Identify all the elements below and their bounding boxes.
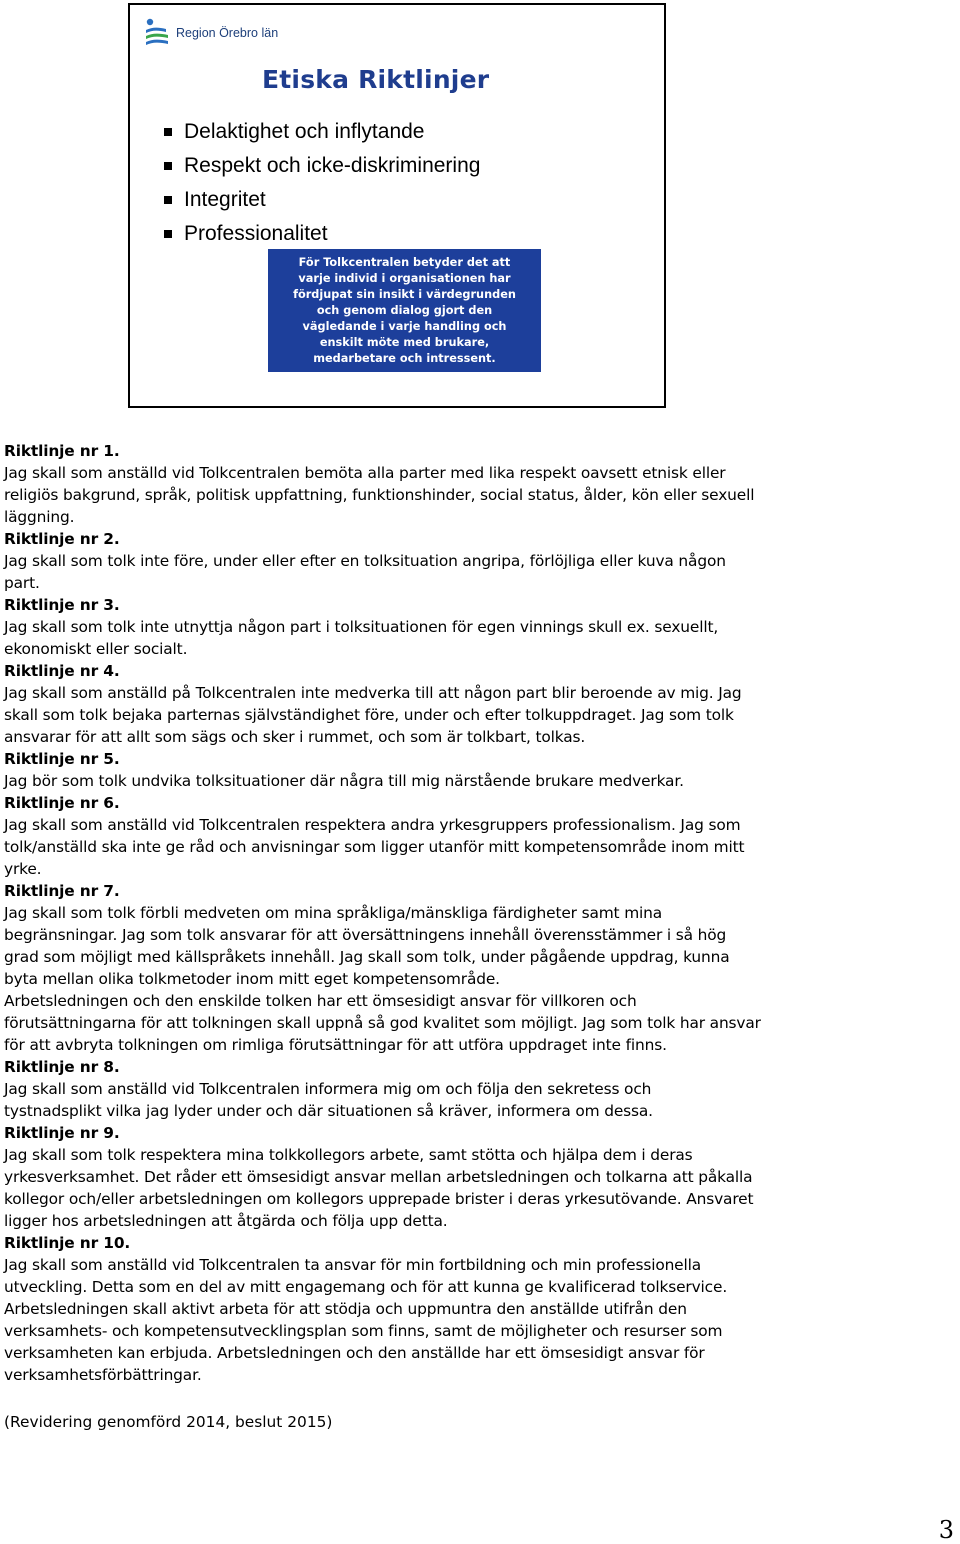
slide-bullet <box>164 183 480 217</box>
guideline-heading: Riktlinje nr 6. <box>4 794 120 812</box>
slide-image <box>128 3 666 408</box>
text-line: Jag skall som tolk inte utnyttja någon part i tolksituationen för egen vinnings skull ex. sexuellt, <box>4 618 719 636</box>
text-line: Arbetsledningen skall aktivt arbeta för att stödja och uppmuntra den anställde utifrån den <box>4 1300 687 1318</box>
logo-text: Region Örebro län <box>176 26 279 40</box>
text-line: tystnadsplikt vilka jag lyder under och där situationen så kräver, informera om dessa. <box>4 1102 653 1120</box>
text-line: verksamhetsförbättringar. <box>4 1366 202 1384</box>
text-line: begränsningar. Jag som tolk ansvarar för att översättningens innehåll överensstämmer i så hög <box>4 926 727 944</box>
text-line: religiös bakgrund, språk, politisk uppfattning, funktionshinder, social status, ålder, kön eller sexuell <box>4 486 755 504</box>
box-line: vägledande i varje handling och <box>302 320 507 333</box>
slide-bullet <box>164 217 480 251</box>
text-line: läggning. <box>4 508 75 526</box>
square-bullet-icon <box>164 128 172 136</box>
guideline-heading: Riktlinje nr 3. <box>4 596 120 614</box>
box-line: och genom dialog gjort den <box>316 304 493 317</box>
guideline-heading: Riktlinje nr 4. <box>4 662 120 680</box>
text-line: Jag skall som tolk respektera mina tolkkollegors arbete, samt stötta och hjälpa dem i deras <box>4 1146 693 1164</box>
text-line: grad som möjligt med källspråkets innehåll. Jag skall som tolk, under pågående uppdrag, kunna <box>4 948 730 966</box>
text-line: byta mellan olika tolkmetoder inom mitt eget kompetensområde. <box>4 970 500 988</box>
text-line: Jag skall som anställd vid Tolkcentralen respektera andra yrkesgruppers professionalism. Jag som <box>4 816 741 834</box>
page-number: 3 <box>938 1516 954 1544</box>
box-line: varje individ i organisationen har <box>298 272 511 285</box>
slide-title: Etiska Riktlinjer <box>262 65 490 94</box>
slide-bullet <box>164 149 480 183</box>
guideline-heading: Riktlinje nr 7. <box>4 882 120 900</box>
region-logo-icon <box>144 17 170 49</box>
slide-bullet-text: Delaktighet och inflytande <box>184 120 425 143</box>
text-line: Jag skall som anställd vid Tolkcentralen informera mig om och följa den sekretess och <box>4 1080 652 1098</box>
text-line: tolk/anställd ska inte ge råd och anvisningar som ligger utanför mitt kompetensområde inom mitt <box>4 838 745 856</box>
text-line: verksamheten kan erbjuda. Arbetsledningen och den anställde har ett ömsesidigt ansvar för <box>4 1344 705 1362</box>
text-line: Jag skall som tolk inte före, under eller efter en tolksituation angripa, förlöjliga eller kuva någon <box>4 552 726 570</box>
square-bullet-icon <box>164 230 172 238</box>
box-line: enskilt möte med brukare, <box>319 336 490 349</box>
text-line: Jag skall som anställd på Tolkcentralen inte medverka till att någon part blir beroende av mig. Jag <box>4 684 742 702</box>
guidelines-text <box>4 440 814 1386</box>
slide-bullet-text: Integritet <box>184 188 266 211</box>
guideline-heading: Riktlinje nr 8. <box>4 1058 120 1076</box>
box-line: För Tolkcentralen betyder det att <box>298 256 511 269</box>
text-line: Jag skall som tolk förbli medveten om mina språkliga/mänskliga färdigheter samt mina <box>4 904 663 922</box>
slide-bullet <box>164 115 480 149</box>
text-line: ekonomiskt eller socialt. <box>4 640 188 658</box>
text-line: förutsättningarna för att tolkningen skall uppnå så god kvalitet som möjligt. Jag som tolk har ansvar <box>4 1014 761 1032</box>
text-line: Jag skall som anställd vid Tolkcentralen bemöta alla parter med lika respekt oavsett etnisk eller <box>4 464 726 482</box>
text-line: för att avbryta tolkningen om rimliga förutsättningar för att utföra uppdraget inte finns. <box>4 1036 667 1054</box>
slide-bullet-text: Professionalitet <box>184 222 328 245</box>
text-line: verksamhets- och kompetensutvecklingsplan som finns, samt de möjligheter och resurser som <box>4 1322 723 1340</box>
box-line: fördjupat sin insikt i värdegrunden <box>293 288 516 301</box>
guideline-heading: Riktlinje nr 2. <box>4 530 120 548</box>
box-line: medarbetare och intressent. <box>313 352 496 365</box>
value-statement-box <box>268 249 541 372</box>
square-bullet-icon <box>164 162 172 170</box>
text-line: ansvarar för att allt som sägs och sker i rummet, och som är tolkbart, tolkas. <box>4 728 586 746</box>
text-line: Jag skall som anställd vid Tolkcentralen ta ansvar för min fortbildning och min professionella <box>4 1256 702 1274</box>
text-line: utveckling. Detta som en del av mitt engagemang och för att kunna ge kvalificerad tolkservice. <box>4 1278 728 1296</box>
text-line: kollegor och/eller arbetsledningen om kollegors upprepade brister i deras yrkesutövande. Ansvaret <box>4 1190 754 1208</box>
slide-bullet-text: Respekt och icke-diskriminering <box>184 154 481 177</box>
text-line: Jag bör som tolk undvika tolksituationer där några till mig närstående brukare medverkar. <box>4 772 684 790</box>
guideline-heading: Riktlinje nr 9. <box>4 1124 120 1142</box>
slide-bullet-list <box>164 115 480 251</box>
text-line: yrke. <box>4 860 42 878</box>
text-line: ligger hos arbetsledningen att åtgärda och följa upp detta. <box>4 1212 448 1230</box>
guideline-heading: Riktlinje nr 1. <box>4 442 120 460</box>
square-bullet-icon <box>164 196 172 204</box>
guideline-heading: Riktlinje nr 10. <box>4 1234 131 1252</box>
region-logo <box>144 15 278 51</box>
text-line: skall som tolk bejaka parternas självständighet före, under och efter tolkuppdraget. Jag som tolk <box>4 706 734 724</box>
text-line: part. <box>4 574 40 592</box>
text-line: yrkesverksamhet. Det råder ett ömsesidigt ansvar mellan arbetsledningen och tolkarna att påkalla <box>4 1168 753 1186</box>
guideline-heading: Riktlinje nr 5. <box>4 750 120 768</box>
revision-note: (Revidering genomförd 2014, beslut 2015) <box>4 1413 333 1431</box>
text-line: Arbetsledningen och den enskilde tolken har ett ömsesidigt ansvar för villkoren och <box>4 992 637 1010</box>
